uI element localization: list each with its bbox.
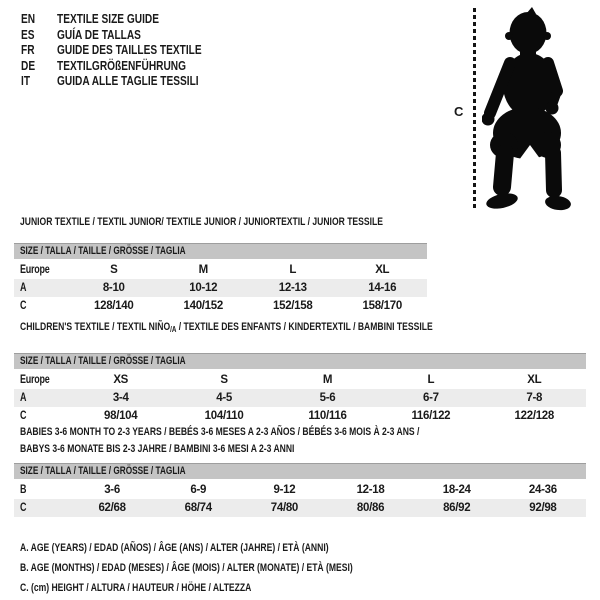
size-cell: L (248, 260, 338, 279)
size-cell: S (172, 370, 275, 389)
size-cell: 92/98 (500, 499, 586, 517)
size-cell: M (159, 260, 249, 279)
size-cell: 4-5 (172, 389, 275, 407)
size-cell: XL (483, 370, 586, 389)
table-row-europe (14, 260, 427, 279)
language-code: DE (21, 57, 36, 73)
junior-section-title (20, 216, 485, 229)
legend-line-a: A. AGE (YEARS) / EDAD (AÑOS) / ÂGE (ANS) / ALTER (JAHRE) / ETÀ (ANNI) (20, 542, 329, 554)
size-cell: 152/158 (273, 300, 313, 312)
baby-silhouette-icon (482, 5, 582, 215)
language-row-de (21, 58, 242, 74)
size-cell: 24-36 (500, 480, 586, 499)
language-title: TEXTILGRÖßENFÜHRUNG (57, 57, 187, 73)
children-size-table (14, 353, 586, 425)
size-cell: M (276, 370, 379, 389)
row-label: A (14, 279, 69, 297)
language-title-list (21, 11, 242, 89)
height-c-label: C (454, 104, 464, 119)
language-row-es (21, 27, 242, 43)
size-cell: 68/74 (155, 499, 241, 517)
children-title-text: CHILDREN'S TEXTILE / TEXTIL NIÑO/A / TEXTILE DES ENFANTS / KINDERTEXTIL / BAMBINI TESSILE (20, 321, 433, 334)
size-cell: 5-6 (276, 389, 379, 407)
language-title: GUIDE DES TAILLES TEXTILE (57, 42, 202, 58)
row-label: Europe (14, 260, 69, 279)
size-band-header: SIZE / TALLA / TAILLE / GRÖSSE / TAGLIA (14, 464, 586, 481)
size-cell: 10-12 (159, 279, 249, 297)
size-cell: 86/92 (414, 499, 500, 517)
size-cell: 116/122 (411, 410, 451, 422)
language-title: GUÍA DE TALLAS (57, 26, 141, 42)
table-row-height (14, 407, 586, 425)
language-code: IT (21, 73, 31, 89)
babies-title-text-2: BABYS 3-6 MONATE BIS 2-3 JAHRE / BAMBINI 3-6 MESI A 2-3 ANNI (20, 443, 295, 455)
row-label: C (20, 300, 27, 312)
size-cell: 98/104 (104, 410, 138, 422)
size-cell: 14-16 (338, 279, 428, 297)
row-label: C (14, 499, 69, 517)
size-cell: 62/68 (69, 499, 155, 517)
table-row-age (14, 389, 586, 407)
language-row-it (21, 73, 242, 89)
row-label: B (14, 480, 69, 499)
language-row-fr (21, 42, 242, 58)
table-row-months (14, 480, 586, 499)
language-title: GUIDA ALLE TAGLIE TESSILI (57, 73, 199, 89)
size-cell: 110/116 (308, 410, 347, 422)
language-row-en (21, 11, 242, 27)
size-cell: XL (338, 260, 428, 279)
height-dotted-line (473, 8, 476, 208)
language-code: FR (21, 42, 35, 58)
size-cell: 158/170 (362, 300, 402, 312)
size-cell: 6-7 (379, 389, 482, 407)
junior-size-table (14, 243, 427, 315)
babies-section-title-line1 (20, 426, 532, 439)
size-cell: S (69, 260, 159, 279)
size-cell: 9-12 (241, 480, 327, 499)
language-code: EN (21, 11, 36, 26)
size-cell: 8-10 (69, 279, 159, 297)
size-cell: 18-24 (414, 480, 500, 499)
row-label: Europe (14, 370, 69, 389)
babies-title-text-1: BABIES 3-6 MONTH TO 2-3 YEARS / BEBÉS 3-6 MESES A 2-3 AÑOS / BÉBÉS 3-6 MOIS À 2-3 ANS / (20, 426, 420, 438)
language-title: TEXTILE SIZE GUIDE (57, 11, 159, 26)
language-code: ES (21, 26, 35, 42)
row-label: C (20, 410, 27, 422)
table-row-age (14, 279, 427, 297)
size-band-header: SIZE / TALLA / TAILLE / GRÖSSE / TAGLIA (14, 244, 427, 261)
size-cell: 104/110 (204, 410, 244, 422)
size-cell: 12-18 (327, 480, 413, 499)
size-cell: 6-9 (155, 480, 241, 499)
size-cell: 3-6 (69, 480, 155, 499)
table-row-height (14, 297, 427, 315)
legend-line-b: B. AGE (MONTHS) / EDAD (MESES) / ÂGE (MOIS) / ALTER (MONATE) / ETÀ (MESI) (20, 562, 353, 574)
size-cell: 128/140 (94, 300, 134, 312)
size-cell: XS (69, 370, 172, 389)
junior-title-text: JUNIOR TEXTILE / TEXTIL JUNIOR/ TEXTILE JUNIOR / JUNIORTEXTIL / JUNIOR TESSILE (20, 216, 383, 228)
size-cell: 12-13 (248, 279, 338, 297)
size-cell: 122/128 (514, 410, 555, 422)
table-row-height (14, 499, 586, 517)
size-cell: 80/86 (327, 499, 413, 517)
row-label: A (14, 389, 69, 407)
measurement-legend (20, 538, 447, 598)
babies-size-table (14, 463, 586, 517)
size-band-header: SIZE / TALLA / TAILLE / GRÖSSE / TAGLIA (14, 354, 586, 371)
size-cell: 7-8 (483, 389, 586, 407)
table-row-europe (14, 370, 586, 389)
babies-section-title-line2 (20, 443, 372, 456)
legend-line-c: C. (cm) HEIGHT / ALTURA / HAUTEUR / HÖHE / ALTEZZA (20, 582, 252, 594)
children-section-title (20, 321, 549, 336)
size-cell: 3-4 (69, 389, 172, 407)
size-cell: 140/152 (183, 300, 223, 312)
size-cell: 74/80 (241, 499, 327, 517)
size-cell: L (379, 370, 482, 389)
